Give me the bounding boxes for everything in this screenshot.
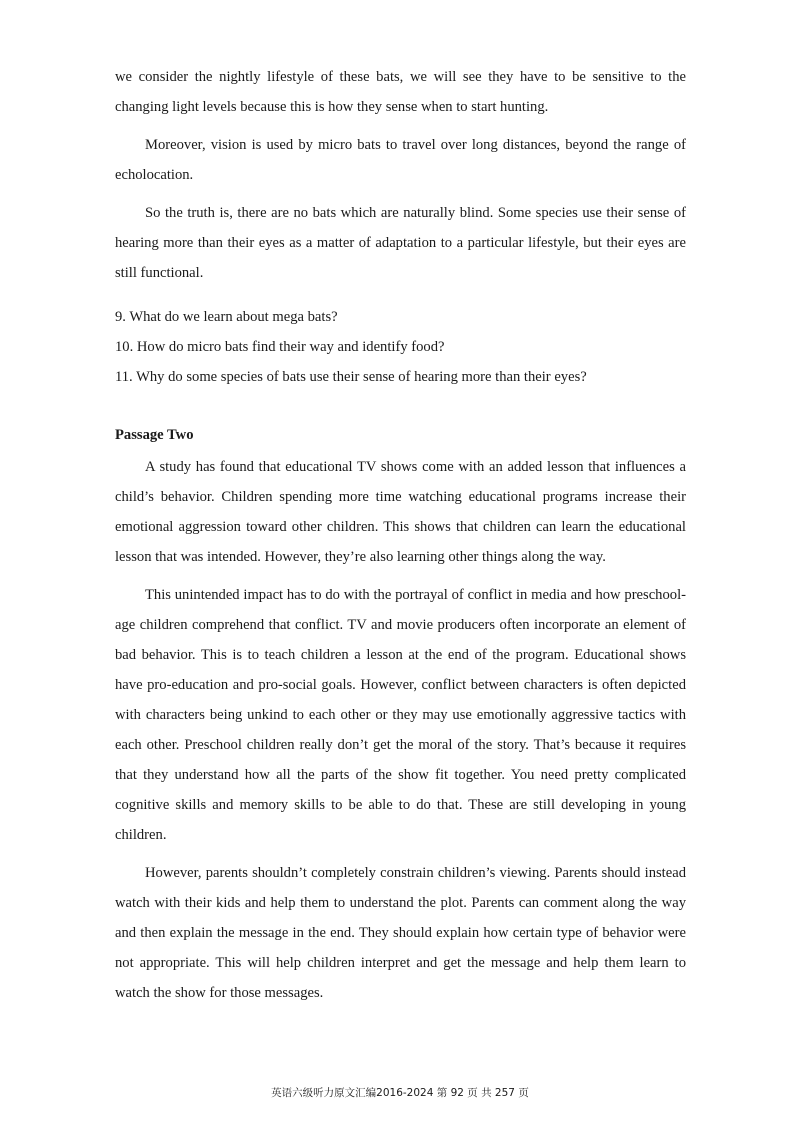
passage-two-paragraph: A study has found that educational TV shows come with an added lesson that influences a child’s behavior. Children spending more time watching educational programs increase their emotional aggression toward other children. This shows that children can learn the educational lesson that was intended. However, they’re also learning other things along the way. — [115, 459, 686, 565]
passage-one-paragraph: So the truth is, there are no bats which are naturally blind. Some species use their sense of hearing more than their eyes as a matter of adaptation to a particular lifestyle, but their eyes are still functional. — [115, 205, 686, 281]
passage-two-paragraph: However, parents shouldn’t completely constrain children’s viewing. Parents should instead watch with their kids and help them to understand the plot. Parents can comment along the way and then explain the message in the end. They should explain how certain type of behavior were not appropriate. This will help children interpret and get the message and help them learn to watch the show for those messages. — [115, 865, 686, 1001]
question-list — [115, 302, 686, 392]
question-item: 11. Why do some species of bats use their sense of hearing more than their eyes? — [115, 369, 587, 385]
passage-two-paragraph: This unintended impact has to do with the portrayal of conflict in media and how preschool-age children comprehend that conflict. TV and movie producers often incorporate an element of bad behavior. This is to teach children a lesson at the end of the program. Educational shows have pro-education and pro-social goals. However, conflict between characters is often depicted with characters being unkind to each other or they may use emotionally aggressive tactics with each other. Preschool children really don’t get the moral of the story. That’s because it requires that they understand how all the parts of the show fit together. You need pretty complicated cognitive skills and memory skills to be able to do that. These are still developing in young children. — [115, 587, 686, 843]
passage-one-paragraph: we consider the nightly lifestyle of these bats, we will see they have to be sensitive to the changing light levels because this is how they sense when to start hunting. — [115, 69, 686, 115]
document-page — [115, 62, 686, 1008]
passage-one-paragraph: Moreover, vision is used by micro bats to travel over long distances, beyond the range of echolocation. — [115, 137, 686, 183]
question-item: 10. How do micro bats find their way and identify food? — [115, 339, 445, 355]
question-item: 9. What do we learn about mega bats? — [115, 309, 338, 325]
passage-two-heading: Passage Two — [115, 427, 194, 443]
page-footer: 英语六级听力原文汇编2016-2024 第 92 页 共 257 页 — [271, 1087, 529, 1099]
